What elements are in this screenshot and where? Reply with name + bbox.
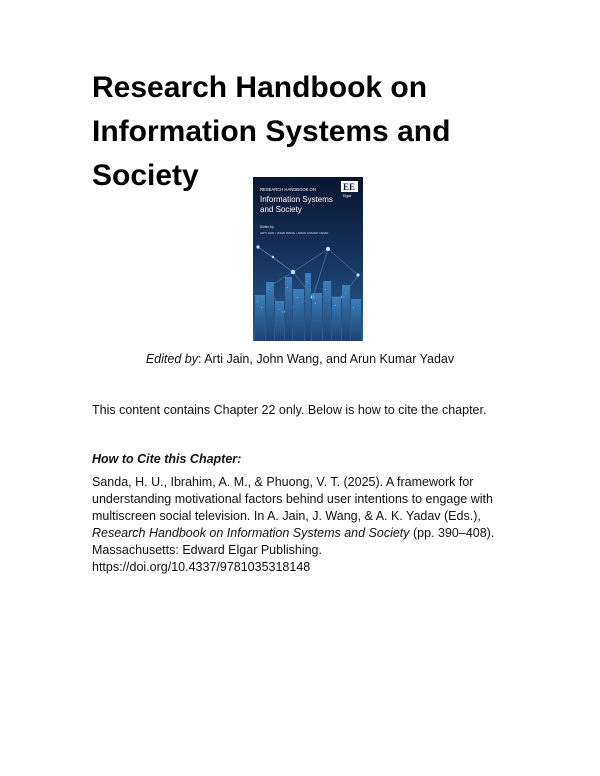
book-cover-image xyxy=(253,177,363,341)
content-notice: This content contains Chapter 22 only. Below is how to cite the chapter. xyxy=(92,403,487,417)
title-line-3: Society xyxy=(92,159,199,192)
cover-title-line-2: and Society xyxy=(260,205,302,214)
svg-text:EE: EE xyxy=(343,182,356,192)
editors-line xyxy=(0,352,600,366)
editors-names: : Arti Jain, John Wang, and Arun Kumar Yadav xyxy=(197,352,455,366)
cover-title-line-1: Information Systems xyxy=(260,195,333,204)
how-to-cite-heading: How to Cite this Chapter: xyxy=(92,452,242,466)
svg-text:Elgar: Elgar xyxy=(343,194,352,198)
citation-text xyxy=(92,474,512,576)
citation-part-1: Sanda, H. U., Ibrahim, A. M., & Phuong, V. T. (2025). A framework for understanding motivational factors behind user intentions to engage with multiscreen social television. In A. Jain, J. Wang, & A. K. Yadav (Eds.), xyxy=(92,475,493,523)
editors-prefix: Edited by xyxy=(145,352,198,366)
cover-edited-by: Edited by xyxy=(260,225,274,229)
cover-editors: ARTI JAIN • JOHN WANG • ARUN KUMAR YADAV xyxy=(260,231,329,235)
cover-series: RESEARCH HANDBOOK ON xyxy=(260,187,316,192)
title-line-2: Information Systems and xyxy=(92,115,451,148)
title-line-1: Research Handbook on xyxy=(92,71,428,104)
citation-book-title: Research Handbook on Information Systems and Society xyxy=(92,526,410,540)
citation-part-2: (pp. 390–408). Massachusetts: Edward Elgar Publishing. https://doi.org/10.4337/9781035318148 xyxy=(92,526,495,574)
